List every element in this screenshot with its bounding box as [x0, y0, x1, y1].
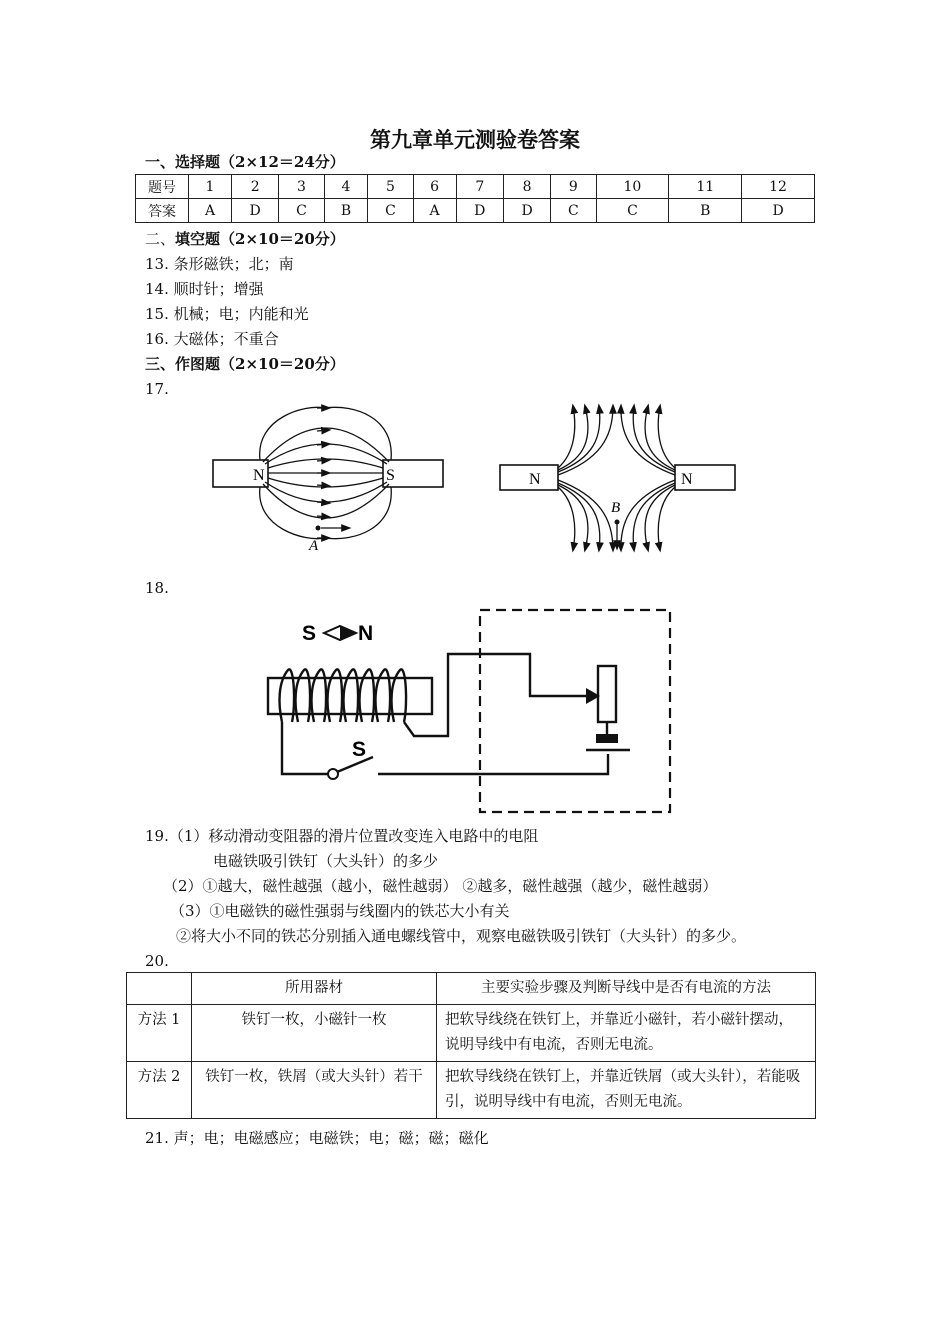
- point-b-label: B: [611, 500, 621, 516]
- point-a-label: A: [309, 538, 319, 554]
- answer-19-part3-cont: ②将大小不同的铁芯分别插入通电螺线管中，观察电磁铁吸引铁钉（大头针）的多少。: [176, 927, 747, 945]
- answer-19-part1: 19.（1）移动滑动变阻器的滑片位置改变连入电路中的电阻: [145, 827, 539, 845]
- fill-answer-14: 14. 顺时针；增强: [145, 280, 264, 298]
- fill-answer-16: 16. 大磁体；不重合: [145, 330, 279, 348]
- section1-heading: 一、选择题（2×12＝24分）: [145, 153, 345, 171]
- table-row: [136, 199, 815, 223]
- field-lines-nn-diagram: [495, 398, 740, 558]
- table-header-cell: 所用器材: [192, 973, 437, 1005]
- page-title: 第九章单元测验卷答案: [370, 127, 580, 152]
- table-cell: C: [279, 199, 324, 223]
- table-cell: 铁钉一枚，小磁针一枚: [192, 1005, 437, 1062]
- table-cell: D: [503, 199, 550, 223]
- table-cell: 6: [413, 175, 456, 199]
- table-cell: B: [669, 199, 742, 223]
- table-cell: 11: [669, 175, 742, 199]
- method-table: [126, 972, 816, 1119]
- table-cell: 方法 1: [127, 1005, 192, 1062]
- north-pole-label: N: [253, 467, 265, 484]
- table-cell: 把软导线绕在铁钉上，并靠近小磁针，若小磁针摆动，说明导线中有电流，否则无电流。: [437, 1005, 816, 1062]
- table-cell: A: [413, 199, 456, 223]
- table-cell: 9: [551, 175, 596, 199]
- fill-answer-13: 13. 条形磁铁；北；南: [145, 255, 294, 273]
- table-cell: B: [324, 199, 368, 223]
- question-18-label: 18.: [145, 579, 169, 597]
- table-cell: 把软导线绕在铁钉上，并靠近铁屑（或大头针），若能吸引，说明导线中有电流，否则无电流。: [437, 1062, 816, 1119]
- table-cell: D: [232, 199, 279, 223]
- table-row: [127, 973, 816, 1005]
- right-north-pole-label: N: [681, 471, 693, 488]
- choice-answer-table: [135, 174, 815, 223]
- south-pole-label: S: [386, 467, 395, 484]
- table-cell: 5: [368, 175, 413, 199]
- table-cell: C: [368, 199, 413, 223]
- answer-19-part1-cont: 电磁铁吸引铁钉（大头针）的多少: [213, 852, 439, 870]
- answer-19-part2: （2）①越大，磁性越强（越小，磁性越弱） ②越多，磁性越强（越少，磁性越弱）: [163, 877, 718, 895]
- section2-heading-text: 填空题（2×10＝20分）: [175, 230, 345, 248]
- table-cell: 方法 2: [127, 1062, 192, 1119]
- section2-heading-prefix: 二、: [145, 230, 176, 248]
- table-cell: D: [456, 199, 503, 223]
- table-header-cell: 题号: [136, 175, 189, 199]
- table-cell: 7: [456, 175, 503, 199]
- table-cell: 8: [503, 175, 550, 199]
- table-cell: [127, 973, 192, 1005]
- table-cell: 铁钉一枚，铁屑（或大头针）若干: [192, 1062, 437, 1119]
- answer-19-part3: （3）①电磁铁的磁性强弱与线圈内的铁芯大小有关: [170, 902, 510, 920]
- table-cell: 2: [232, 175, 279, 199]
- table-cell: 4: [324, 175, 368, 199]
- compass-s-label: S: [302, 622, 317, 645]
- table-header-cell: 主要实验步骤及判断导线中是否有电流的方法: [437, 973, 816, 1005]
- field-lines-ns-diagram: [205, 398, 450, 558]
- electromagnet-circuit-diagram: [258, 604, 688, 816]
- table-header-cell: 答案: [136, 199, 189, 223]
- question-17-label: 17.: [145, 380, 169, 398]
- table-cell: 1: [189, 175, 232, 199]
- table-cell: 10: [596, 175, 669, 199]
- section2-heading: [145, 229, 345, 249]
- table-cell: 3: [279, 175, 324, 199]
- table-cell: 12: [742, 175, 815, 199]
- left-north-pole-label: N: [529, 471, 541, 488]
- table-cell: C: [596, 199, 669, 223]
- table-row: [136, 175, 815, 199]
- section3-heading: 三、作图题（2×10＝20分）: [145, 355, 345, 373]
- table-cell: A: [189, 199, 232, 223]
- table-row: [127, 1062, 816, 1119]
- table-cell: D: [742, 199, 815, 223]
- fill-answer-15: 15. 机械；电；内能和光: [145, 305, 309, 323]
- switch-label: S: [352, 738, 367, 761]
- answer-21: 21. 声；电；电磁感应；电磁铁；电；磁；磁；磁化: [145, 1129, 489, 1147]
- question-20-label: 20.: [145, 952, 169, 970]
- compass-n-label: N: [358, 622, 374, 645]
- table-row: [127, 1005, 816, 1062]
- table-cell: C: [551, 199, 596, 223]
